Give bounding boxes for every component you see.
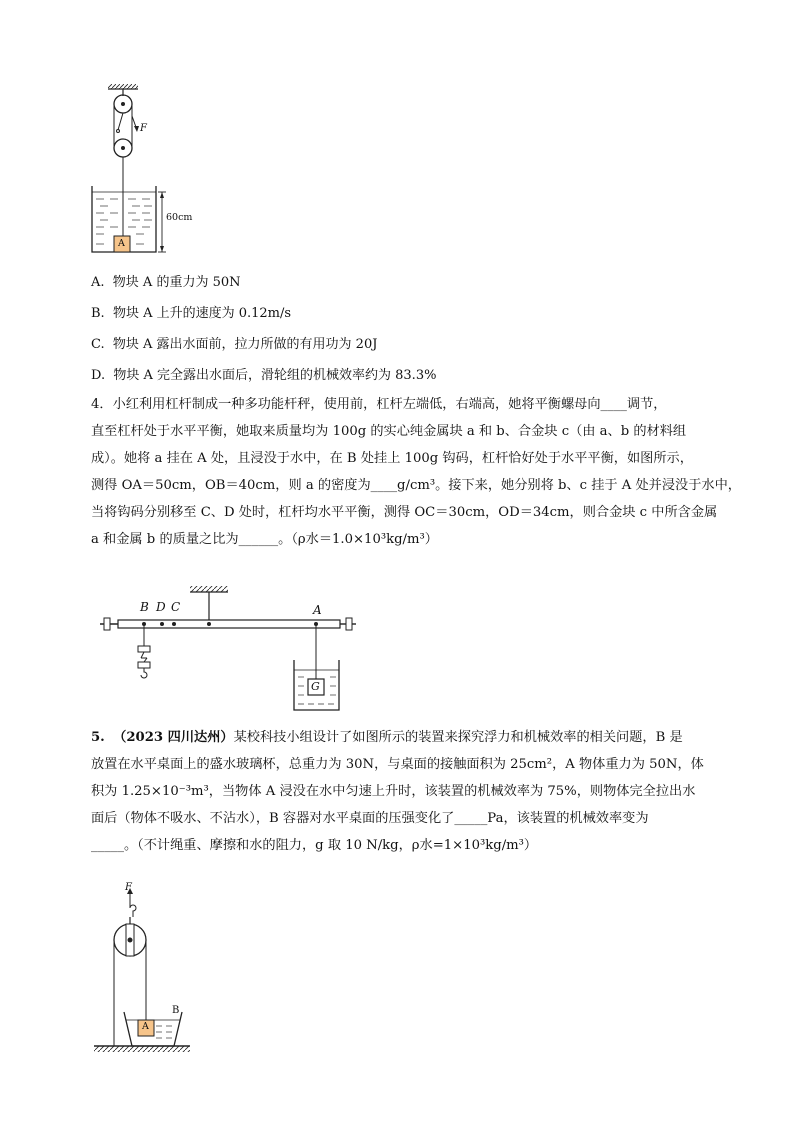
point-d-label: D [156, 600, 166, 614]
question-line: 当将钩码分别移至 C、D 处时，杠杆均水平平衡，测得 OC＝30cm，OD＝34cm，则合金块 c 中所含金属 [91, 505, 718, 520]
question-line: 直至杠杆处于水平平衡，她取来质量均为 100g 的实心纯金属块 a 和 b、合金块 c（由 a、b 的材料组 [91, 424, 687, 439]
lever-figure [94, 584, 364, 714]
cup-b-label: B [172, 1005, 180, 1016]
force-label: F [140, 123, 147, 134]
question-line: a 和金属 b 的质量之比为______。（ρ水＝1.0×10³kg/m³） [91, 532, 438, 547]
option-text: 物块 A 完全露出水面后，滑轮组的机械效率约为 83.3% [113, 368, 437, 383]
question-number: 5. [91, 730, 105, 745]
block-a-label: A [118, 238, 125, 249]
option-b [91, 302, 291, 321]
option-text: 物块 A 的重力为 50N [112, 275, 241, 290]
option-letter: A. [91, 275, 105, 290]
point-c-label: C [171, 600, 181, 614]
question-5 [91, 724, 711, 859]
question-text: 某校科技小组设计了如图所示的装置来探究浮力和机械效率的相关问题，B 是 [233, 730, 683, 745]
option-d [91, 364, 436, 383]
height-label: 60cm [166, 212, 193, 223]
force-label: F [125, 882, 132, 893]
option-text: 物块 A 上升的速度为 0.12m/s [112, 306, 292, 321]
option-letter: B. [91, 306, 105, 321]
question-4 [91, 391, 741, 553]
option-letter: D. [91, 368, 106, 383]
question-line: 测得 OA＝50cm，OB＝40cm，则 a 的密度为____g/cm³。接下来，她分别将 b、c 挂于 A 处并浸没于水中， [91, 478, 741, 493]
block-a-label: A [142, 1021, 149, 1032]
question-line [91, 724, 711, 751]
pulley-tank-figure [88, 84, 198, 256]
question-line: 放置在水平桌面上的盛水玻璃杯，总重力为 30N，与桌面的接触面积为 25cm²，A 物体重力为 50N，体 [91, 757, 704, 772]
block-g-label: G [311, 680, 320, 693]
option-letter: C. [91, 337, 105, 352]
question-line: 面后（物体不吸水、不沾水），B 容器对水平桌面的压强变化了_____Pa，该装置的机械效率变为 [91, 811, 649, 826]
question-line: 积为 1.25×10⁻³m³，当物体 A 浸没在水中匀速上升时，该装置的机械效率为 75%，则物体完全拉出水 [91, 784, 696, 799]
question-source: （2023 四川达州） [113, 730, 234, 745]
option-c [91, 333, 377, 352]
point-b-label: B [140, 600, 149, 614]
question-line: 成）。她将 a 挂在 A 处，且浸没于水中，在 B 处挂上 100g 钩码，杠杆恰好处于水平平衡，如图所示， [91, 451, 693, 466]
option-text: 物块 A 露出水面前，拉力所做的有用功为 20J [112, 337, 378, 352]
point-a-label: A [313, 603, 322, 617]
question-line: _____。（不计绳重、摩擦和水的阻力，g 取 10 N/kg，ρ水=1×10³kg/m³） [91, 838, 538, 853]
question-line: 4．小红利用杠杆制成一种多功能杆秤，使用前，杠杆左端低，右端高，她将平衡螺母向____调节， [91, 397, 667, 412]
option-a [91, 271, 241, 290]
